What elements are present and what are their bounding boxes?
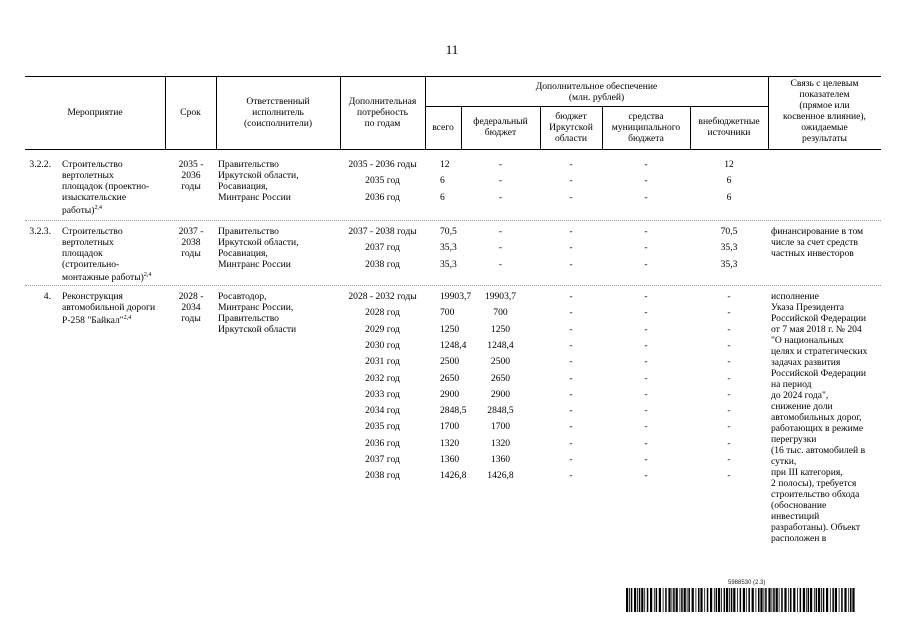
section-link-line: строительство обхода [771, 489, 860, 500]
header-total: всего [432, 122, 454, 133]
row-federal: - [498, 175, 503, 187]
row-municipal: - [644, 405, 648, 417]
row-municipal: - [644, 356, 648, 368]
row-offbudget: - [727, 437, 731, 449]
header-term: Срок [180, 107, 201, 118]
row-regional: - [569, 242, 573, 254]
header-municipal: средства муниципального бюджета [611, 111, 681, 144]
section-link-line: Указа Президента [771, 302, 845, 313]
row-offbudget: - [727, 454, 731, 465]
header-regional: бюджет Иркутской области [549, 111, 593, 144]
section-executor-line: Иркутской области, [218, 237, 299, 248]
row-federal: 1320 [490, 437, 511, 449]
section-link-line: снижение доли [771, 401, 833, 412]
section-title-line: работы)$^{2,4}$ [62, 205, 102, 217]
section-executor-line: Иркутской области, [218, 170, 299, 181]
barcode-number: 5988530 (2.3) [728, 580, 766, 586]
section-link-line: при III категория, [771, 467, 843, 478]
row-regional: - [569, 226, 573, 237]
row-period: 2032 год [365, 372, 400, 384]
row-offbudget: - [727, 470, 731, 482]
section-link-line: (обоснование [771, 500, 827, 511]
row-period: 2037 - 2038 годы [348, 226, 417, 237]
row-offbudget: - [727, 372, 731, 384]
row-offbudget: - [727, 323, 731, 335]
row-municipal: - [644, 421, 648, 433]
row-regional: - [569, 421, 573, 433]
section-link-line: инвестиций [771, 511, 820, 522]
row-offbudget: - [727, 421, 731, 433]
row-regional: - [569, 191, 573, 203]
section-term-line: 2037 - [178, 226, 204, 237]
section-link-line: до 2024 года", [771, 390, 829, 401]
row-federal: - [498, 242, 503, 254]
row-total: 2500 [440, 356, 460, 368]
row-total: 700 [440, 307, 455, 319]
row-regional: - [569, 339, 573, 351]
row-period: 2036 год [365, 191, 400, 203]
section-title-line: Строительство [62, 159, 123, 170]
row-period: 2038 год [365, 258, 400, 270]
row-total: 12 [440, 159, 450, 170]
section-separator [25, 285, 881, 286]
row-regional: - [569, 323, 573, 335]
row-regional: - [569, 454, 573, 465]
section-term-line: 2036 [181, 170, 201, 181]
row-period: 2029 год [365, 323, 400, 335]
row-total: 35,3 [440, 258, 457, 270]
row-total: 1426,8 [440, 470, 467, 482]
row-municipal: - [644, 159, 648, 170]
row-regional: - [569, 159, 573, 170]
section-title-line: площадок (проектно- [62, 181, 150, 192]
row-federal: 1700 [490, 421, 511, 433]
row-offbudget: 70,5 [720, 226, 738, 237]
section-term-line: годы [181, 181, 201, 192]
section-executor-line: Росавиация, [218, 248, 268, 259]
row-total: 1320 [440, 437, 460, 449]
row-total: 2900 [440, 388, 460, 400]
section-link-line: задачах развития [771, 357, 841, 368]
section-executor-line: Минтранс России [218, 192, 291, 203]
row-regional: - [569, 388, 573, 400]
row-period: 2028 - 2032 годы [348, 291, 417, 302]
row-regional: - [569, 307, 573, 319]
row-offbudget: - [727, 405, 731, 417]
row-period: 2033 год [365, 388, 400, 400]
row-federal: 19903,7 [484, 291, 517, 302]
header-bottom-rule [25, 149, 881, 150]
section-title-line: вертолетных [62, 237, 114, 248]
row-total: 1250 [440, 323, 460, 335]
row-total: 6 [440, 191, 445, 203]
row-offbudget: - [727, 339, 731, 351]
section-title-line: автомобильной дороги [62, 302, 156, 313]
header-offbudget: внебюджетные источники [698, 116, 760, 138]
row-regional: - [569, 175, 573, 187]
section-link-line: расположен в [771, 533, 827, 544]
row-offbudget: - [727, 356, 731, 368]
section-link-line: 2 полосы), требуется [771, 478, 857, 489]
row-federal: 1248,4 [487, 339, 514, 351]
row-municipal: - [644, 226, 648, 237]
header-measure: Мероприятие [67, 107, 123, 118]
footnote-ref: 2,4 [143, 272, 152, 278]
row-total: 1360 [440, 454, 460, 465]
row-municipal: - [644, 258, 648, 270]
section-executor-line: Росавиация, [218, 181, 268, 192]
row-total: 1700 [440, 421, 460, 433]
row-total: 2650 [440, 372, 460, 384]
section-number: 3.2.2. [29, 159, 51, 170]
section-title-line: вертолетных [62, 170, 114, 181]
section-executor-line: Правительство [218, 226, 279, 237]
section-term-line: 2035 - [178, 159, 204, 170]
row-federal: - [498, 258, 503, 270]
section-title-line: площадок [62, 248, 103, 259]
row-municipal: - [644, 175, 648, 187]
row-offbudget: - [727, 291, 731, 302]
row-offbudget: 35,3 [720, 258, 738, 270]
row-period: 2035 год [365, 175, 400, 187]
row-municipal: - [644, 323, 648, 335]
section-title-line: изыскательские [62, 192, 127, 203]
section-title-line: Реконструкция [62, 291, 123, 302]
section-number: 4. [43, 291, 51, 302]
section-term-line: 2038 [181, 237, 201, 248]
section-link-line: "О национальных [771, 335, 844, 346]
row-regional: - [569, 356, 573, 368]
row-offbudget: 12 [724, 159, 734, 170]
row-federal: 1250 [490, 323, 511, 335]
row-period: 2035 год [365, 421, 400, 433]
section-link-line: разработаны). Объект [771, 522, 861, 533]
section-title-line: Строительство [62, 226, 123, 237]
section-link-line: финансирование в том [771, 226, 864, 237]
row-period: 2038 год [365, 470, 400, 482]
header-link: Связь с целевым показателем (прямое или косвенное влияние), ожидаемые результаты [783, 78, 866, 144]
row-total: 35,3 [440, 242, 457, 254]
section-link-line: на период [771, 379, 812, 390]
row-period: 2035 - 2036 годы [348, 159, 417, 170]
row-federal: 1360 [490, 454, 511, 465]
section-link-line: частных инвесторов [771, 248, 854, 259]
row-offbudget: 35,3 [720, 242, 738, 254]
row-offbudget: - [727, 307, 731, 319]
footnote-ref: 2,4 [123, 315, 132, 321]
row-period: 2036 год [365, 437, 400, 449]
section-executor-line: Росавтодор, [218, 291, 267, 302]
section-term-line: годы [181, 313, 201, 324]
row-period: 2031 год [365, 356, 400, 368]
section-title-line: (строительно- [62, 259, 120, 270]
section-link-line: числе за счет средств [771, 237, 858, 248]
section-executor-line: Правительство [218, 159, 279, 170]
header-executor: Ответственный исполнитель (соисполнители) [243, 96, 313, 129]
section-executor-line: Правительство [218, 313, 279, 324]
row-total: 6 [440, 175, 445, 187]
row-municipal: - [644, 291, 648, 302]
row-total: 19903,7 [440, 291, 472, 302]
section-separator [25, 220, 881, 221]
section-link-line: работающих в режиме [771, 423, 864, 434]
header-funding-group: Дополнительное обеспечение (млн. рублей) [535, 81, 658, 103]
row-period: 2028 год [365, 307, 400, 319]
row-total: 2848,5 [440, 405, 467, 417]
header-top-rule [25, 76, 881, 77]
section-link-line: целях и стратегических [771, 346, 868, 357]
row-federal: - [498, 226, 503, 237]
section-number: 3.2.3. [29, 226, 51, 237]
row-period: 2037 год [365, 242, 400, 254]
row-period: 2034 год [365, 405, 400, 417]
row-period: 2030 год [365, 339, 400, 351]
row-total: 1248,4 [440, 339, 467, 351]
row-federal: 2848,5 [487, 405, 514, 417]
page-number: 11 [445, 42, 459, 57]
section-executor-line: Иркутской области [218, 324, 297, 335]
row-municipal: - [644, 454, 648, 465]
row-municipal: - [644, 307, 648, 319]
section-link-line: перегрузки [771, 434, 817, 445]
row-federal: 2650 [490, 372, 511, 384]
section-link-line: исполнение [771, 291, 819, 302]
row-regional: - [569, 405, 573, 417]
section-term-line: 2028 - [178, 291, 204, 302]
row-period: 2037 год [365, 454, 400, 465]
section-link-line: (16 тыс. автомобилей в [771, 445, 866, 456]
row-federal: 1426,8 [487, 470, 514, 482]
row-offbudget: 6 [726, 175, 732, 187]
row-federal: 700 [493, 307, 508, 319]
row-municipal: - [644, 470, 648, 482]
section-term-line: 2034 [181, 302, 201, 313]
row-municipal: - [644, 388, 648, 400]
row-regional: - [569, 258, 573, 270]
row-regional: - [569, 470, 573, 482]
header-need: Дополнительная потребность по годам [348, 96, 417, 129]
row-regional: - [569, 372, 573, 384]
section-link-line: Российской Федерации [771, 313, 866, 324]
barcode-icon [626, 588, 856, 612]
section-link-line: Российской Федерации [771, 368, 866, 379]
footnote-ref: 2,4 [94, 205, 102, 211]
funding-sub-rule [425, 106, 768, 107]
section-title-line: Р-258 "Байкал"$^{2,4}$ [62, 315, 132, 327]
section-link-line: автомобильных дорог, [771, 412, 862, 423]
row-federal: - [498, 159, 503, 170]
header-federal: федеральный бюджет [473, 116, 528, 138]
row-municipal: - [644, 191, 648, 203]
row-federal: - [498, 191, 503, 203]
section-term-line: годы [181, 248, 201, 259]
row-total: 70,5 [440, 226, 457, 237]
row-regional: - [569, 437, 573, 449]
row-offbudget: 6 [726, 191, 732, 203]
section-link-line: сутки, [771, 456, 797, 467]
row-regional: - [569, 291, 573, 302]
section-link-line: от 7 мая 2018 г. № 204 [771, 324, 862, 335]
row-municipal: - [644, 242, 648, 254]
row-offbudget: - [727, 388, 731, 400]
row-municipal: - [644, 437, 648, 449]
section-executor-line: Минтранс России [218, 259, 291, 270]
row-federal: 2500 [490, 356, 511, 368]
row-municipal: - [644, 372, 648, 384]
row-federal: 2900 [490, 388, 511, 400]
row-municipal: - [644, 339, 648, 351]
section-title-line: монтажные работы)$^{2,4}$ [62, 272, 152, 284]
section-executor-line: Минтранс России, [218, 302, 294, 313]
